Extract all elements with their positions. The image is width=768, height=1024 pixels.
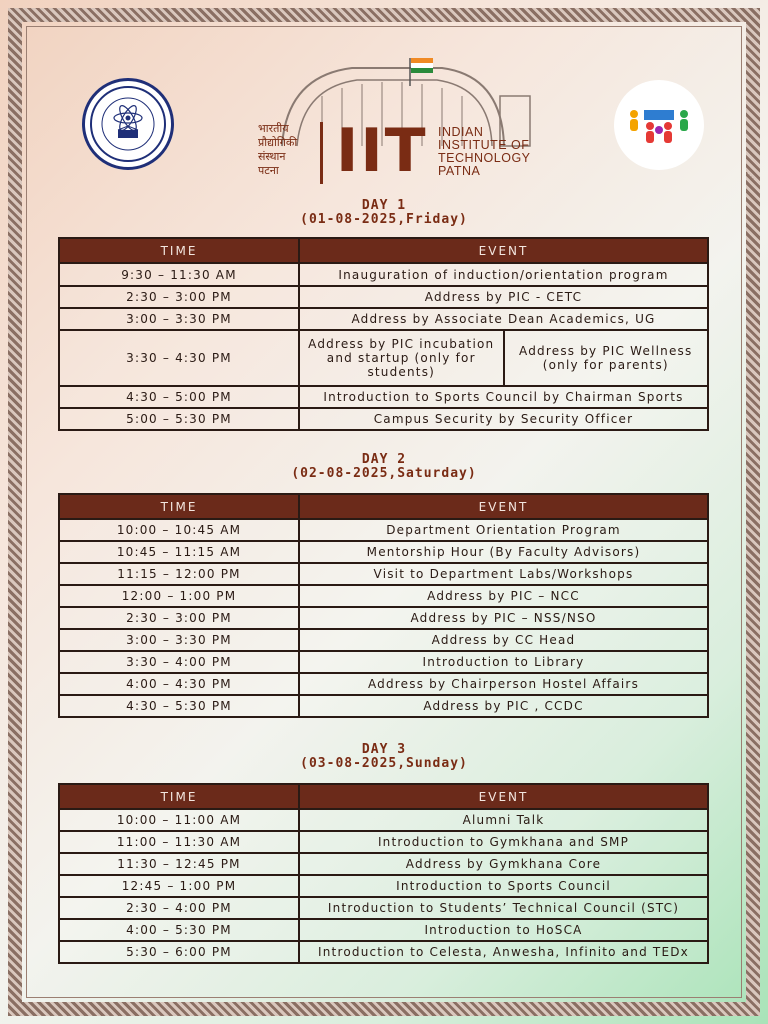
day1-title: DAY 1 <box>361 198 407 213</box>
time-cell: 10:45 – 11:15 AM <box>59 541 299 563</box>
table-row <box>59 695 708 717</box>
table-row <box>59 330 708 386</box>
time-cell: 4:00 – 5:30 PM <box>59 919 299 941</box>
table-row <box>59 875 708 897</box>
day3-title: DAY 3 <box>361 742 407 757</box>
table-row <box>59 263 708 286</box>
iit-abbreviation: IIT <box>336 116 428 186</box>
event-header: EVENT <box>299 494 708 519</box>
event-header: EVENT <box>299 238 708 263</box>
time-cell: 11:00 – 11:30 AM <box>59 831 299 853</box>
institute-name-english: INDIAN INSTITUTE OF TECHNOLOGY PATNA <box>438 125 531 178</box>
event-cell: Campus Security by Security Officer <box>299 408 708 430</box>
event-cell: Address by PIC – NCC <box>299 585 708 607</box>
table-row <box>59 563 708 585</box>
table-row <box>59 941 708 963</box>
time-cell: 10:00 – 11:00 AM <box>59 809 299 831</box>
event-cell: Alumni Talk <box>299 809 708 831</box>
table-header-row <box>59 238 708 263</box>
table-row <box>59 897 708 919</box>
table-header-row <box>59 784 708 809</box>
table-row <box>59 673 708 695</box>
event-cell: Address by PIC – NSS/NSO <box>299 607 708 629</box>
time-cell: 2:30 – 3:00 PM <box>59 286 299 308</box>
table-row <box>59 651 708 673</box>
time-header: TIME <box>59 238 299 263</box>
event-cell: Department Orientation Program <box>299 519 708 541</box>
event-cell: Inauguration of induction/orientation program <box>299 263 708 286</box>
event-cell: Introduction to Sports Council <box>299 875 708 897</box>
day2-date: (02-08-2025,Saturday) <box>291 466 477 481</box>
table-row <box>59 286 708 308</box>
table-row <box>59 386 708 408</box>
event-cell: Mentorship Hour (By Faculty Advisors) <box>299 541 708 563</box>
event-cell: Introduction to Celesta, Anwesha, Infinito and TEDx <box>299 941 708 963</box>
time-cell: 4:00 – 4:30 PM <box>59 673 299 695</box>
time-cell: 12:45 – 1:00 PM <box>59 875 299 897</box>
time-cell: 3:00 – 3:30 PM <box>59 308 299 330</box>
time-cell: 5:30 – 6:00 PM <box>59 941 299 963</box>
iit-patna-emblem-icon <box>82 78 174 170</box>
day1-schedule-table <box>58 237 709 431</box>
time-cell: 2:30 – 4:00 PM <box>59 897 299 919</box>
table-row <box>59 607 708 629</box>
time-cell: 11:15 – 12:00 PM <box>59 563 299 585</box>
institute-name-hindi: भारतीय प्रौद्योगिकी संस्थान पटना <box>258 122 298 177</box>
time-cell: 4:30 – 5:00 PM <box>59 386 299 408</box>
day2-schedule-table <box>58 493 709 718</box>
event-cell: Address by Chairperson Hostel Affairs <box>299 673 708 695</box>
event-cell: Address by Gymkhana Core <box>299 853 708 875</box>
time-cell: 10:00 – 10:45 AM <box>59 519 299 541</box>
table-row <box>59 853 708 875</box>
day3-date: (03-08-2025,Sunday) <box>300 756 468 771</box>
time-cell: 3:30 – 4:00 PM <box>59 651 299 673</box>
event-cell: Introduction to Students’ Technical Council (STC) <box>299 897 708 919</box>
time-cell: 4:30 – 5:30 PM <box>59 695 299 717</box>
day1-date: (01-08-2025,Friday) <box>300 212 468 227</box>
table-row <box>59 308 708 330</box>
people-group-icon <box>614 80 704 170</box>
event-cell: Introduction to HoSCA <box>299 919 708 941</box>
event-cell: Visit to Department Labs/Workshops <box>299 563 708 585</box>
table-row <box>59 408 708 430</box>
table-header-row <box>59 494 708 519</box>
event-cell: Address by CC Head <box>299 629 708 651</box>
event-cell: Address by PIC , CCDC <box>299 695 708 717</box>
event-cell: Introduction to Library <box>299 651 708 673</box>
event-header: EVENT <box>299 784 708 809</box>
split-event-cell <box>299 330 708 386</box>
header-divider <box>320 122 323 184</box>
day2-title: DAY 2 <box>361 452 407 467</box>
time-cell: 2:30 – 3:00 PM <box>59 607 299 629</box>
time-cell: 3:00 – 3:30 PM <box>59 629 299 651</box>
event-cell: Address by Associate Dean Academics, UG <box>299 308 708 330</box>
time-cell: 12:00 – 1:00 PM <box>59 585 299 607</box>
table-row <box>59 809 708 831</box>
time-header: TIME <box>59 494 299 519</box>
event-cell-parents: Address by PIC Wellness (only for parents) <box>519 344 693 372</box>
table-row <box>59 519 708 541</box>
time-header: TIME <box>59 784 299 809</box>
table-row <box>59 629 708 651</box>
time-cell: 3:30 – 4:30 PM <box>59 330 299 386</box>
time-cell: 5:00 – 5:30 PM <box>59 408 299 430</box>
table-row <box>59 541 708 563</box>
day3-schedule-table <box>58 783 709 964</box>
table-row <box>59 919 708 941</box>
table-row <box>59 585 708 607</box>
event-cell: Introduction to Gymkhana and SMP <box>299 831 708 853</box>
event-cell: Address by PIC - CETC <box>299 286 708 308</box>
event-cell: Introduction to Sports Council by Chairman Sports <box>299 386 708 408</box>
table-row <box>59 831 708 853</box>
event-cell-students: Address by PIC incubation and startup (only for students) <box>300 331 505 385</box>
time-cell: 11:30 – 12:45 PM <box>59 853 299 875</box>
time-cell: 9:30 – 11:30 AM <box>59 263 299 286</box>
